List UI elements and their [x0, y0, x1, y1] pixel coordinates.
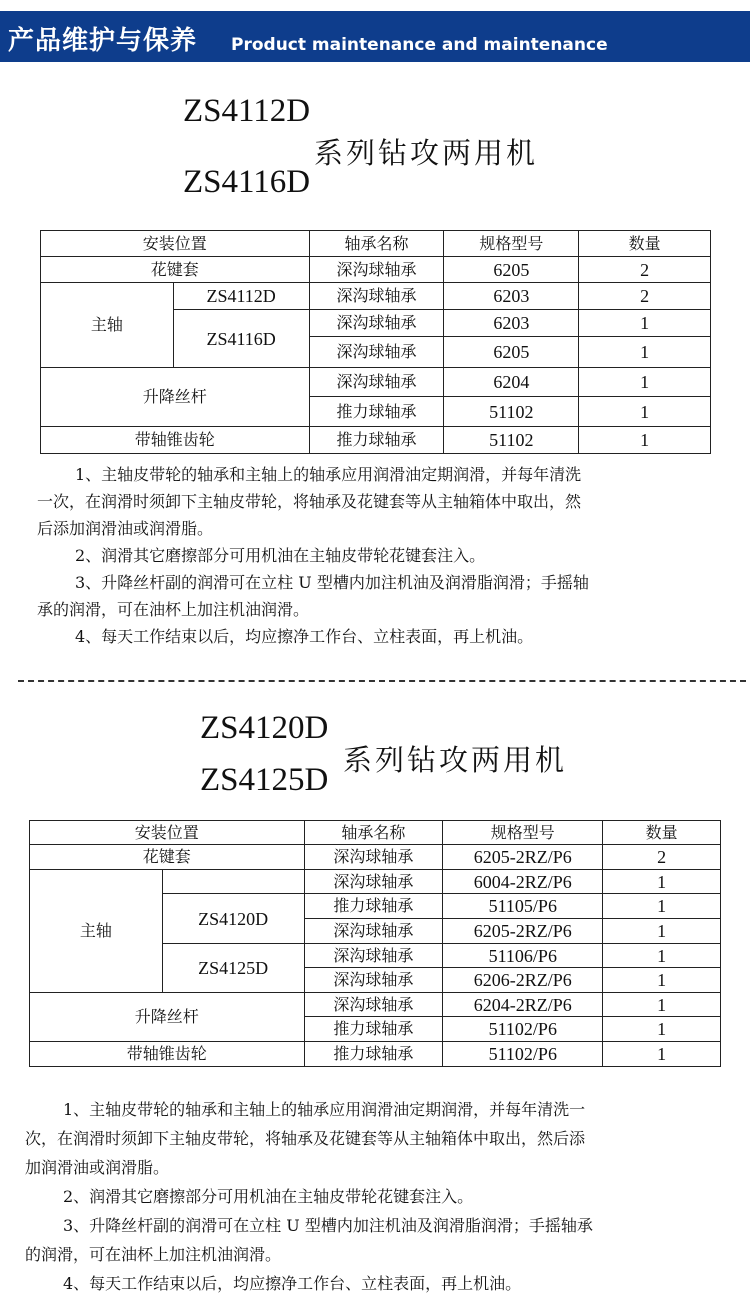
cell-bearing-name: 深沟球轴承 — [309, 257, 444, 283]
table-row — [41, 427, 711, 454]
cell-qty: 1 — [579, 310, 711, 337]
cell-qty: 2 — [579, 257, 711, 283]
cell-bearing-name: 推力球轴承 — [304, 894, 443, 919]
table-row — [30, 845, 721, 870]
cell-submodel-b: ZS4125D — [162, 944, 304, 993]
cell-qty: 1 — [603, 968, 721, 993]
cell-qty: 1 — [603, 1042, 721, 1067]
cell-bearing-name: 深沟球轴承 — [309, 368, 444, 397]
cell-spec: 51102 — [444, 427, 579, 454]
cell-qty: 1 — [579, 337, 711, 368]
cell-submodel-a: ZS4120D — [162, 894, 304, 944]
cell-bearing-name: 深沟球轴承 — [304, 993, 443, 1017]
cell-spec: 6204 — [444, 368, 579, 397]
cell-spec: 6205 — [444, 257, 579, 283]
cell-spec: 6203 — [444, 310, 579, 337]
header-spec: 规格型号 — [443, 821, 603, 845]
note-line: 一次，在润滑时须卸下主轴皮带轮，将轴承及花键套等从主轴箱体中取出，然 — [37, 492, 582, 511]
cell-bearing-name: 推力球轴承 — [309, 427, 444, 454]
cell-spec: 6004-2RZ/P6 — [443, 870, 603, 894]
cell-spec: 51102 — [444, 397, 579, 427]
cell-spec: 6205-2RZ/P6 — [443, 919, 603, 944]
cell-lift-label: 升降丝杆 — [41, 368, 310, 427]
s1-model-b: ZS4116D — [183, 164, 311, 200]
note-line: 3、升降丝杆副的润滑可在立柱 U 型槽内加注机油及润滑脂润滑；手摇轴 — [75, 573, 589, 592]
cell-spindle-label: 主轴 — [30, 870, 163, 993]
cell-spec: 6204-2RZ/P6 — [443, 993, 603, 1017]
cell-qty: 2 — [603, 845, 721, 870]
note-line: 承的润滑，可在油杯上加注机油润滑。 — [37, 600, 310, 619]
cell-bearing-name: 深沟球轴承 — [304, 944, 443, 968]
cell-position: 花键套 — [30, 845, 305, 870]
note-line: 4、每天工作结束以后，均应擦净工作台、立柱表面，再上机油。 — [75, 627, 534, 646]
banner-title-en: Product maintenance and maintenance — [231, 35, 608, 55]
cell-qty: 1 — [603, 993, 721, 1017]
header-spec: 规格型号 — [444, 231, 579, 257]
s2-model-a: ZS4120D — [200, 710, 329, 746]
cell-position: 带轴锥齿轮 — [30, 1042, 305, 1067]
cell-spec: 6205-2RZ/P6 — [443, 845, 603, 870]
cell-bearing-name: 深沟球轴承 — [304, 968, 443, 993]
table-row — [30, 870, 721, 894]
header-qty: 数量 — [603, 821, 721, 845]
note-line: 1、主轴皮带轮的轴承和主轴上的轴承应用润滑油定期润滑，并每年清洗一 — [63, 1100, 586, 1119]
cell-lift-label: 升降丝杆 — [30, 993, 305, 1042]
table-row — [41, 368, 711, 397]
s2-model-b: ZS4125D — [200, 762, 329, 798]
cell-qty: 1 — [603, 944, 721, 968]
cell-position: 花键套 — [41, 257, 310, 283]
header-bearing-name: 轴承名称 — [304, 821, 443, 845]
header-banner — [0, 11, 750, 62]
note-line: 的润滑，可在油杯上加注机油润滑。 — [25, 1245, 282, 1264]
cell-qty: 1 — [579, 368, 711, 397]
cell-bearing-name: 深沟球轴承 — [304, 870, 443, 894]
cell-bearing-name: 深沟球轴承 — [309, 283, 444, 310]
cell-bearing-name: 深沟球轴承 — [304, 845, 443, 870]
s1-series-title: 系列钻攻两用机 — [314, 136, 539, 170]
cell-bearing-name: 深沟球轴承 — [309, 337, 444, 368]
note-line: 4、每天工作结束以后，均应擦净工作台、立柱表面，再上机油。 — [63, 1274, 522, 1293]
cell-submodel-b: ZS4116D — [173, 310, 309, 368]
s2-series-title: 系列钻攻两用机 — [343, 743, 568, 777]
note-line: 后添加润滑油或润滑脂。 — [37, 519, 214, 538]
header-bearing-name: 轴承名称 — [309, 231, 444, 257]
cell-qty: 1 — [579, 397, 711, 427]
s1-maintenance-notes — [37, 461, 727, 650]
cell-spec: 51102/P6 — [443, 1017, 603, 1042]
cell-spindle-label: 主轴 — [41, 283, 174, 368]
cell-spec: 6203 — [444, 283, 579, 310]
cell-spec: 6206-2RZ/P6 — [443, 968, 603, 993]
cell-qty: 1 — [603, 1017, 721, 1042]
cell-bearing-name: 深沟球轴承 — [309, 310, 444, 337]
note-line: 3、升降丝杆副的润滑可在立柱 U 型槽内加注机油及润滑脂润滑；手摇轴承 — [63, 1216, 593, 1235]
header-position: 安装位置 — [30, 821, 305, 845]
header-position: 安装位置 — [41, 231, 310, 257]
cell-bearing-name: 推力球轴承 — [309, 397, 444, 427]
s1-model-a: ZS4112D — [183, 93, 311, 129]
cell-position: 带轴锥齿轮 — [41, 427, 310, 454]
s1-bearing-table — [40, 230, 711, 454]
table-row — [30, 1042, 721, 1067]
note-line: 次，在润滑时须卸下主轴皮带轮，将轴承及花键套等从主轴箱体中取出，然后添 — [25, 1129, 586, 1148]
cell-qty: 1 — [603, 894, 721, 919]
cell-spec: 6205 — [444, 337, 579, 368]
cell-bearing-name: 深沟球轴承 — [304, 919, 443, 944]
section-divider — [18, 680, 746, 682]
cell-bearing-name: 推力球轴承 — [304, 1017, 443, 1042]
cell-submodel-a: ZS4112D — [173, 283, 309, 310]
s2-maintenance-notes — [25, 1095, 737, 1298]
cell-qty: 1 — [579, 427, 711, 454]
cell-qty: 1 — [603, 870, 721, 894]
cell-submodel-empty — [162, 870, 304, 894]
cell-spec: 51106/P6 — [443, 944, 603, 968]
header-qty: 数量 — [579, 231, 711, 257]
note-line: 2、润滑其它磨擦部分可用机油在主轴皮带轮花键套注入。 — [63, 1187, 474, 1206]
table-row — [41, 257, 711, 283]
table-header-row — [30, 821, 721, 845]
banner-title-zh: 产品维护与保养 — [8, 26, 198, 56]
table-row — [30, 993, 721, 1017]
cell-bearing-name: 推力球轴承 — [304, 1042, 443, 1067]
cell-spec: 51105/P6 — [443, 894, 603, 919]
table-header-row — [41, 231, 711, 257]
note-line: 2、润滑其它磨擦部分可用机油在主轴皮带轮花键套注入。 — [75, 546, 486, 565]
note-line: 加润滑油或润滑脂。 — [25, 1158, 170, 1177]
cell-spec: 51102/P6 — [443, 1042, 603, 1067]
note-line: 1、主轴皮带轮的轴承和主轴上的轴承应用润滑油定期润滑，并每年清洗 — [75, 465, 582, 484]
cell-qty: 1 — [603, 919, 721, 944]
s2-bearing-table — [29, 820, 721, 1067]
table-row — [41, 283, 711, 310]
cell-qty: 2 — [579, 283, 711, 310]
